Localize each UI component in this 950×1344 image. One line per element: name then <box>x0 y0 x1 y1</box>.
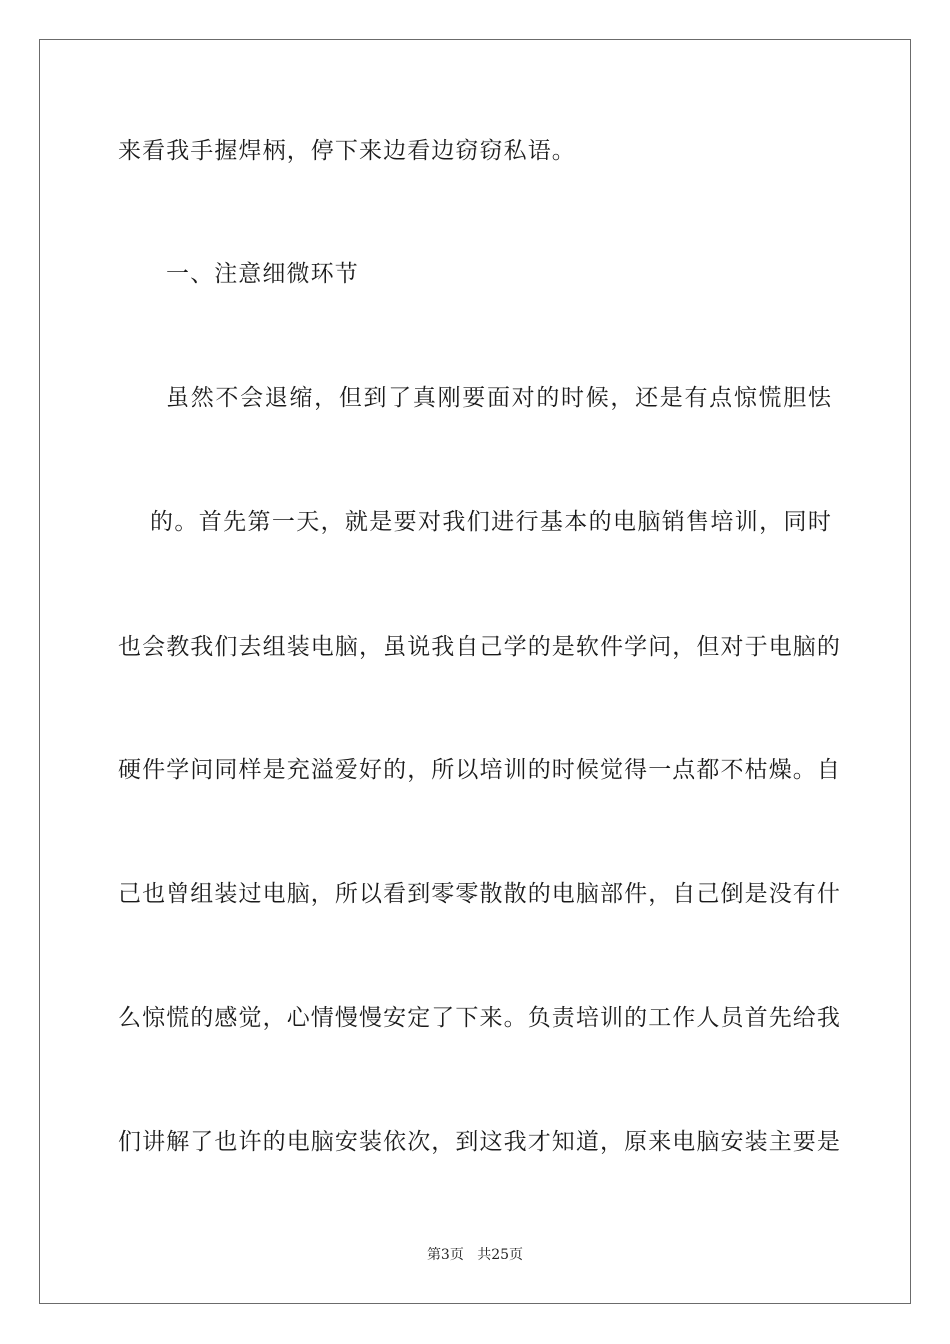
body-line-5: 也会教我们去组装电脑，虽说我自己学的是软件学问，但对于电脑的 <box>118 634 841 660</box>
page-footer <box>0 1246 950 1264</box>
body-line-3: 虽然不会退缩，但到了真刚要面对的时候，还是有点惊慌胆怯 <box>166 385 832 411</box>
section-heading: 一、注意细微环节 <box>166 261 359 287</box>
body-line-6: 硬件学问同样是充溢爱好的，所以培训的时候觉得一点都不枯燥。自 <box>118 757 841 783</box>
body-line-1: 来看我手握焊柄，停下来边看边窃窃私语。 <box>118 138 576 164</box>
body-line-7: 己也曾组装过电脑，所以看到零零散散的电脑部件，自己倒是没有什 <box>118 881 841 907</box>
page-total: 共25页 <box>477 1247 524 1263</box>
page-number: 第3页 <box>426 1247 464 1263</box>
page-border <box>39 39 911 1304</box>
body-line-8: 么惊慌的感觉，心情慢慢安定了下来。负责培训的工作人员首先给我 <box>118 1005 841 1031</box>
body-line-9: 们讲解了也许的电脑安装依次，到这我才知道，原来电脑安装主要是 <box>118 1129 841 1155</box>
body-line-4: 的。首先第一天，就是要对我们进行基本的电脑销售培训，同时 <box>150 509 832 535</box>
